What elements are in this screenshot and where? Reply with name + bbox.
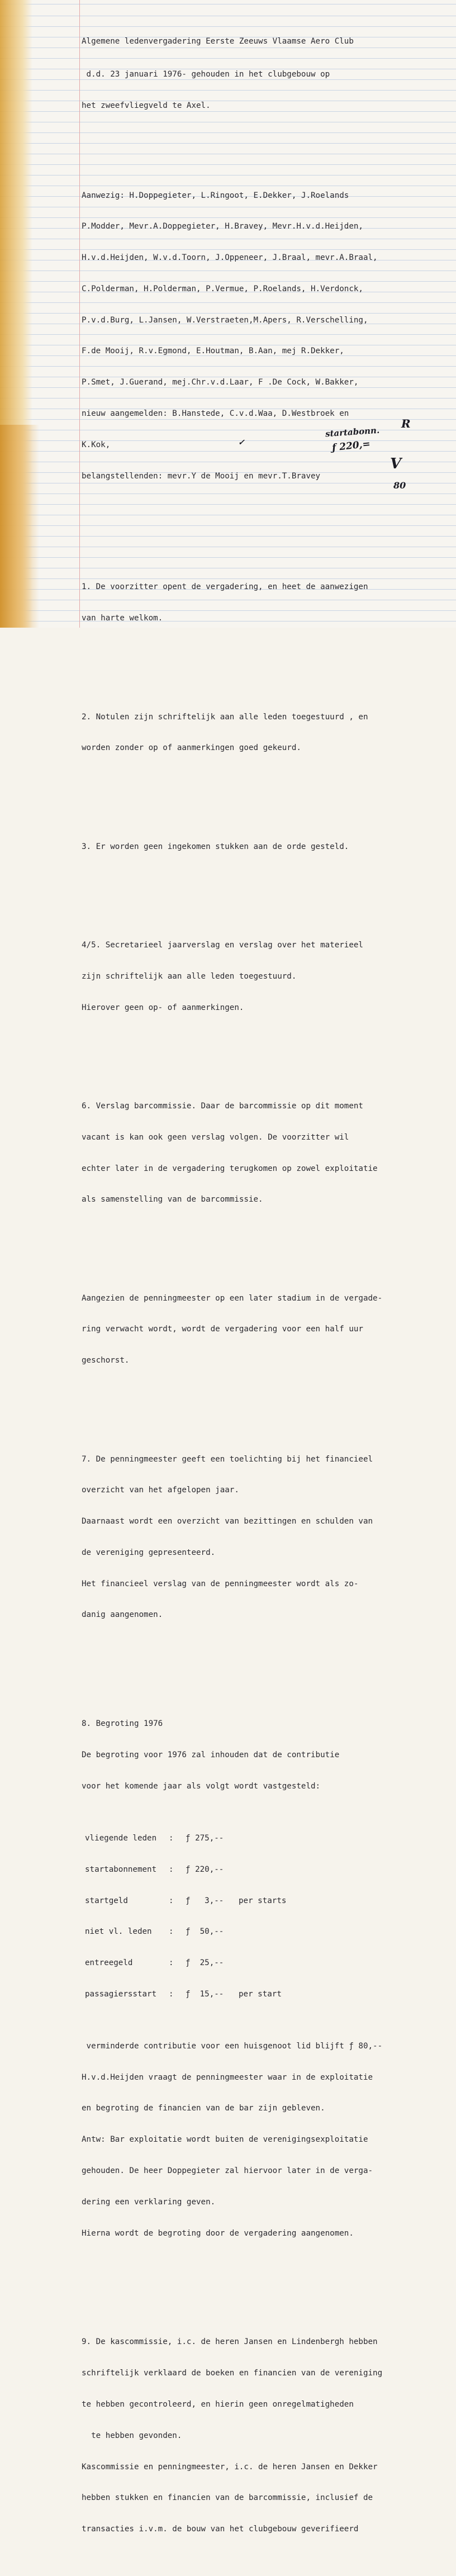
fee-separator: :	[169, 1927, 174, 1937]
budget-intro-line: voor het komende jaar als volgt wordt vastgesteld:	[82, 1781, 321, 1791]
section-6	[82, 1080, 439, 1226]
section-line: Aangezien de penningmeester op een later stadium in de vergade-	[82, 1293, 383, 1303]
section-3	[82, 821, 439, 873]
budget-line: verminderde contributie voor een huisgenoot lid blijft ƒ 80,--	[82, 2041, 383, 2051]
attendance-line: H.v.d.Heijden, W.v.d.Toorn, J.Oppeneer, J.Braal, mevr.A.Braal,	[82, 253, 378, 263]
fee-row	[82, 1865, 439, 1875]
section-4-5	[82, 919, 439, 1034]
section-9-audit	[82, 2316, 439, 2555]
fee-note: per starts	[239, 1896, 287, 1905]
fee-amount: ƒ 25,--	[186, 1958, 224, 1968]
budget-line: Hierna wordt de begroting door de vergadering aangenomen.	[82, 2228, 354, 2238]
section-line: als samenstelling van de barcommissie.	[82, 1195, 263, 1204]
fee-amount: ƒ 3,--	[186, 1896, 224, 1905]
audit-line: te hebben gevonden.	[82, 2431, 182, 2440]
fee-label: startabonnement	[85, 1865, 157, 1874]
audit-line: Kascommissie en penningmeester, i.c. de heren Jansen en Dekker	[82, 2462, 378, 2471]
section-line: van harte welkom.	[82, 614, 163, 623]
handwritten-note-amount: ƒ 220,=	[331, 438, 371, 454]
handwritten-initials-top: R	[401, 417, 411, 430]
audit-line: schriftelijk verklaard de boeken en financien van de vereniging	[82, 2369, 383, 2378]
section-line: ring verwacht wordt, wordt de vergadering voor een half uur	[82, 1325, 363, 1334]
paper-stain-lower	[0, 425, 39, 628]
fee-row	[82, 1833, 439, 1844]
section-line: 3. Er worden geen ingekomen stukken aan de orde gesteld.	[82, 842, 349, 851]
section-line: 4/5. Secretarieel jaarverslag en verslag over het materieel	[82, 941, 363, 950]
fee-label: vliegende leden	[85, 1833, 157, 1843]
attendance-line: nieuw aangemelden: B.Hanstede, C.v.d.Waa, D.Westbroek en	[82, 409, 349, 418]
section-line: 2. Notulen zijn schriftelijk aan alle leden toegestuurd , en	[82, 712, 368, 722]
fee-separator: :	[169, 1833, 174, 1843]
section-line: overzicht van het afgelopen jaar.	[82, 1486, 239, 1495]
budget-line: H.v.d.Heijden vraagt de penningmeester waar in de exploitatie	[82, 2072, 373, 2082]
budget-line: Antw: Bar exploitatie wordt buiten de verenigingsexploitatie	[82, 2135, 368, 2145]
fee-amount: ƒ 275,--	[186, 1833, 224, 1843]
attendance-block	[82, 169, 439, 502]
section-line: worden zonder op of aanmerkingen goed gekeurd.	[82, 743, 301, 753]
section-line: 1. De voorzitter opent de vergadering, en heet de aanwezigen	[82, 582, 368, 592]
section-line: echter later in de vergadering terugkomen op zowel exploitatie	[82, 1164, 378, 1173]
section-line: Daarnaast wordt een overzicht van bezittingen en schulden van	[82, 1517, 373, 1526]
margin-rule	[79, 0, 80, 628]
section-line: 7. De penningmeester geeft een toelichting bij het financieel	[82, 1454, 373, 1464]
fee-separator: :	[169, 1958, 174, 1968]
section-line: vacant is kan ook geen verslag volgen. De voorzitter wil	[82, 1132, 349, 1142]
audit-line: hebben stukken en financien van de barcommissie, inclusief de	[82, 2493, 373, 2503]
fee-note: per start	[239, 1989, 282, 1999]
section-line: zijn schriftelijk aan alle leden toegestuurd.	[82, 971, 297, 981]
document-text	[82, 16, 439, 2576]
fee-separator: :	[169, 1989, 174, 1999]
header-line-3: het zweefvliegveld te Axel.	[82, 101, 211, 110]
attendance-line: C.Polderman, H.Polderman, P.Vermue, P.Roelands, H.Verdonck,	[82, 284, 363, 293]
attendance-line: belangstellenden: mevr.Y de Mooij en mevr.T.Bravey	[82, 471, 321, 481]
handwritten-correction: 80	[393, 480, 406, 491]
fee-amount: ƒ 50,--	[186, 1927, 224, 1937]
budget-heading: 8. Begroting 1976	[82, 1719, 163, 1729]
fee-separator: :	[169, 1896, 174, 1905]
section-line: de vereniging gepresenteerd.	[82, 1548, 216, 1557]
fee-row	[82, 1989, 439, 2000]
audit-line: te hebben gecontroleerd, en hierin geen onregelmatigheden	[82, 2400, 354, 2409]
header-line-1: Algemene ledenvergadering Eerste Zeeuws Vlaamse Aero Club	[82, 37, 354, 46]
fee-amount: ƒ 15,--	[186, 1989, 224, 1999]
handwritten-initials-bottom: V	[390, 456, 402, 472]
section-1	[82, 561, 439, 644]
fee-table	[82, 1813, 439, 2020]
section-line: geschorst.	[82, 1356, 130, 1365]
attendance-line: F.de Mooij, R.v.Egmond, E.Houtman, B.Aan, mej R.Dekker,	[82, 347, 344, 356]
handwritten-checkmark-icon: ✓	[238, 438, 245, 447]
handwritten-note-label: startabonn.	[325, 425, 380, 439]
budget-line: en begroting de financien van de bar zijn gebleven.	[82, 2104, 325, 2113]
audit-line: transacties i.v.m. de bouw van het clubgebouw geverifieerd	[82, 2525, 359, 2534]
section-line: danig aangenomen.	[82, 1610, 163, 1620]
fee-label: entreegeld	[85, 1958, 133, 1968]
fee-label: niet vl. leden	[85, 1927, 152, 1937]
section-line: Hierover geen op- of aanmerkingen.	[82, 1003, 244, 1012]
fee-amount: ƒ 220,--	[186, 1865, 224, 1874]
fee-row	[82, 1958, 439, 1968]
section-8-budget	[82, 1698, 439, 2259]
audit-line: 9. De kascommissie, i.c. de heren Jansen en Lindenbergh hebben	[82, 2337, 378, 2347]
budget-line: dering een verklaring geven.	[82, 2197, 216, 2207]
section-7	[82, 1433, 439, 1641]
attendance-line: P.v.d.Burg, L.Jansen, W.Verstraeten,M.Apers, R.Verschelling,	[82, 315, 368, 325]
budget-line: gehouden. De heer Doppegieter zal hiervoor later in de verga-	[82, 2166, 373, 2175]
section-line: Het financieel verslag van de penningmeester wordt als zo-	[82, 1579, 359, 1588]
attendance-line: P.Smet, J.Guerand, mej.Chr.v.d.Laar, F .De Cock, W.Bakker,	[82, 378, 359, 387]
attendance-line: K.Kok,	[82, 440, 111, 449]
suspension-paragraph	[82, 1272, 439, 1387]
fee-separator: :	[169, 1865, 174, 1874]
section-line: 6. Verslag barcommissie. Daar de barcommissie op dit moment	[82, 1101, 363, 1111]
fee-label: passagiersstart	[85, 1989, 157, 1999]
attendance-line: Aanwezig: H.Doppegieter, L.Ringoot, E.Dekker, J.Roelands	[82, 191, 349, 200]
header-line-2: d.d. 23 januari 1976- gehouden in het clubgebouw op	[82, 69, 330, 79]
attendance-line: P.Modder, Mevr.A.Doppegieter, H.Bravey, Mevr.H.v.d.Heijden,	[82, 222, 363, 231]
section-2	[82, 691, 439, 774]
budget-intro-line: De begroting voor 1976 zal inhouden dat de contributie	[82, 1750, 340, 1760]
fee-row	[82, 1927, 439, 1937]
fee-row	[82, 1896, 439, 1906]
fee-label: startgeld	[85, 1896, 128, 1905]
